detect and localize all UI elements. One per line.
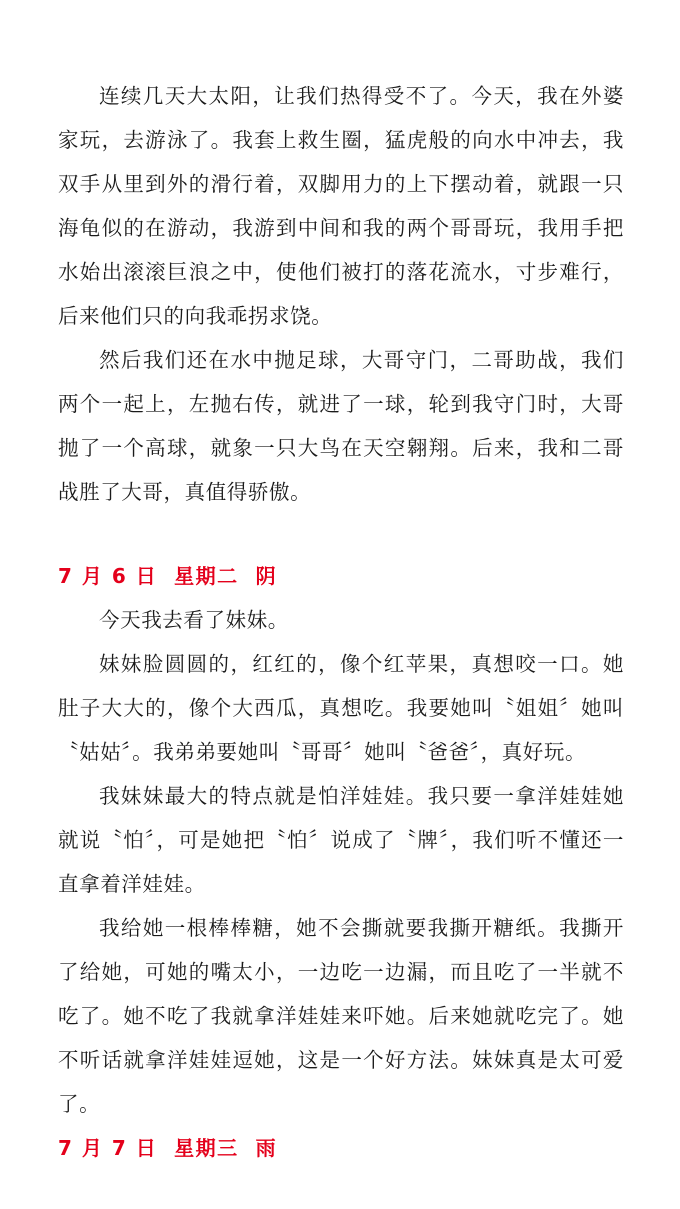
paragraph: 然后我们还在水中抛足球，大哥守门，二哥助战，我们两个一起上，左抛右传，就进了一球，轮到我守门时，大哥抛了一个高球，就象一只大鸟在天空翱翔。后来，我和二哥战胜了大哥，真值得骄傲。 [58,348,624,504]
paragraph: 我给她一根棒棒糖，她不会撕就要我撕开糖纸。我撕开了给她，可她的嘴太小，一边吃一边漏，而且吃了一半就不吃了。她不吃了我就拿洋娃娃来吓她。后来她就吃完了。她不听话就拿洋娃娃逗她，这是一个好方法。妹妹真是太可爱了。 [58,916,624,1116]
diary-entry-july-6 [58,554,624,1126]
diary-entry-swimming [58,74,624,514]
entry-date-heading: 7 月 7 日 星期三 雨 [58,1136,278,1160]
entry-date-heading: 7 月 6 日 星期二 阴 [58,564,278,588]
paragraph: 妹妹脸圆圆的，红红的，像个红苹果，真想咬一口。她肚子大大的，像个大西瓜，真想吃。我要她叫〝姐姐〞她叫〝姑姑〞。我弟弟要她叫〝哥哥〞她叫〝爸爸〞，真好玩。 [58,652,624,764]
diary-entry-july-7 [58,1126,624,1170]
diary-page [58,74,624,1170]
paragraph: 连续几天大太阳，让我们热得受不了。今天，我在外婆家玩，去游泳了。我套上救生圈，猛虎般的向水中冲去，我双手从里到外的滑行着，双脚用力的上下摆动着，就跟一只海龟似的在游动，我游到中间和我的两个哥哥玩，我用手把水始出滚滚巨浪之中，使他们被打的落花流水，寸步难行，后来他们只的向我乖拐求饶。 [58,84,624,328]
paragraph: 今天我去看了妹妹。 [99,608,289,632]
paragraph: 我妹妹最大的特点就是怕洋娃娃。我只要一拿洋娃娃她就说〝怕〞，可是她把〝怕〞说成了〝牌〞，我们听不懂还一直拿着洋娃娃。 [58,784,624,896]
spacer [58,514,624,554]
